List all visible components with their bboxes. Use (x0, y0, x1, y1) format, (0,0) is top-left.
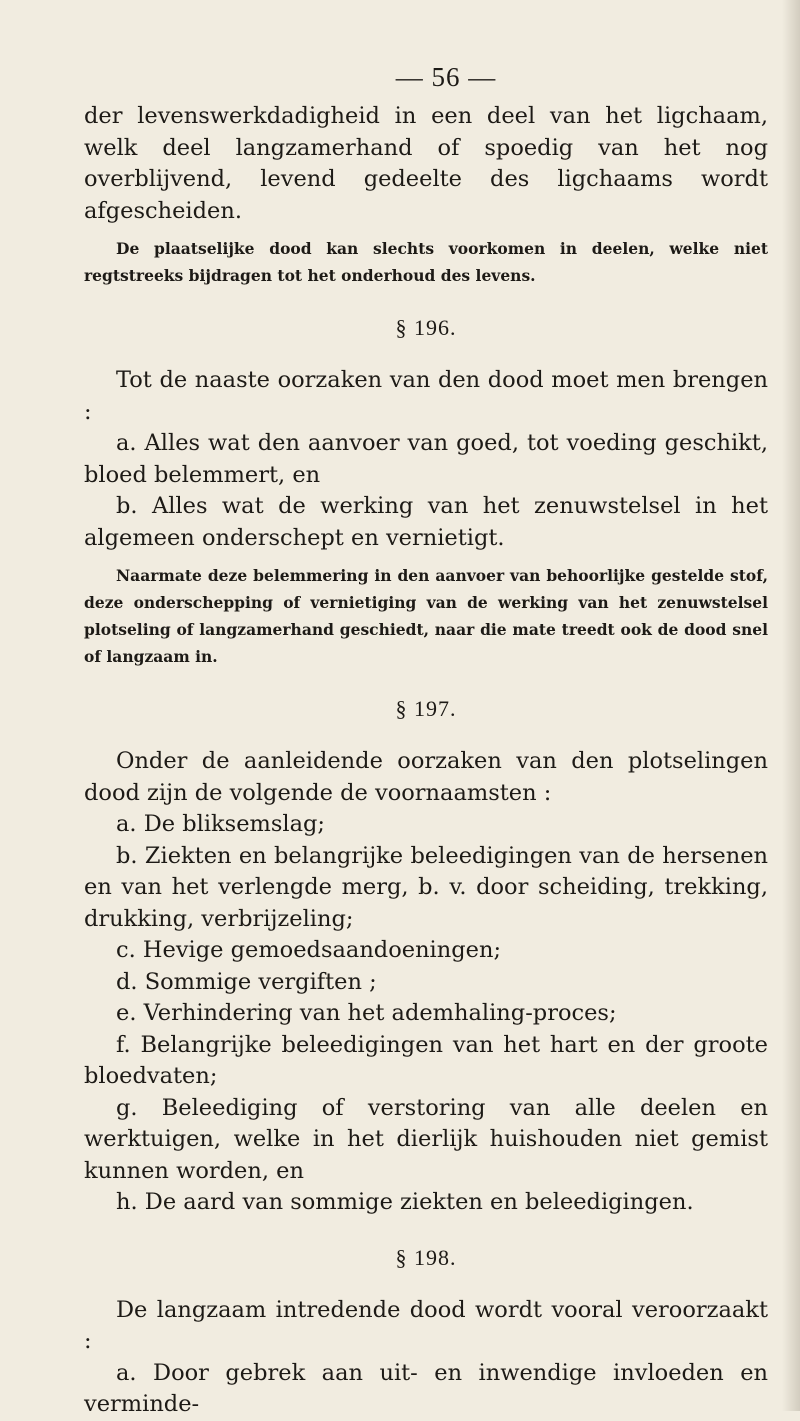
section-heading-197: § 197. (395, 696, 457, 721)
s197-item-f: f. Belangrijke beleedigingen van het hart en der groote bloedvaten; (84, 1031, 768, 1089)
s197-item-g: g. Beleediging of verstoring van alle deelen en werktuigen, welke in het dierlijk huishouden niet gemist kunnen worden, en (84, 1094, 768, 1184)
s196-item-b: b. Alles wat de werking van het zenuwstelsel in het algemeen onderschept en vernietigt. (84, 493, 768, 551)
s196-item-a: a. Alles wat den aanvoer van goed, tot voeding geschikt, bloed belemmert, en (84, 430, 768, 488)
intro-note: De plaatselijke dood kan slechts voorkomen in deelen, welke niet regtstreeks bijdragen tot het onderhoud des levens. (84, 239, 768, 285)
s196-lead: Tot de naaste oorzaken van den dood moet men brengen : (84, 367, 768, 425)
intro-paragraph: der levenswerkdadigheid in een deel van het ligchaam, welk deel langzamerhand of spoedig van het nog overblijvend, levend gedeelte des ligchaams wordt afgescheiden. (84, 103, 768, 224)
s197-item-d: d. Sommige vergiften ; (116, 968, 377, 995)
section-heading-196: § 196. (395, 315, 457, 340)
s197-item-a: a. De bliksemslag; (116, 811, 325, 837)
section-heading-198: § 198. (395, 1244, 457, 1270)
s196-note: Naarmate deze belemmering in den aanvoer van behoorlijke gestelde stof, deze onderschepping of vernietiging van de werking van het zenuwstelsel plotseling of langzamerhand geschiedt, naar die mate treedt ook de dood snel of langzaam in. (84, 566, 768, 666)
s197-item-c: c. Hevige gemoedsaandoeningen; (116, 937, 502, 963)
s197-item-h: h. De aard van sommige ziekten en beleedigingen. (116, 1189, 694, 1215)
page-edge-shadow (782, 0, 800, 1411)
page-number: — 56 — (395, 62, 497, 92)
s197-lead: Onder de aanleidende oorzaken van den plotselingen dood zijn de volgende de voornaamsten : (84, 748, 768, 806)
s197-item-b: b. Ziekten en belangrijke beleedigingen van de hersenen en van het verlengde merg, b. v. door scheiding, trekking, drukking, verbrijzeling; (84, 842, 768, 932)
book-page (84, 62, 768, 1421)
s197-item-e: e. Verhindering van het ademhaling-proces; (116, 1000, 617, 1026)
s198-item-a: a. Door gebrek aan uit- en inwendige invloeden en verminde- (84, 1359, 768, 1417)
s198-lead: De langzaam intredende dood wordt vooral veroorzaakt : (84, 1296, 768, 1354)
